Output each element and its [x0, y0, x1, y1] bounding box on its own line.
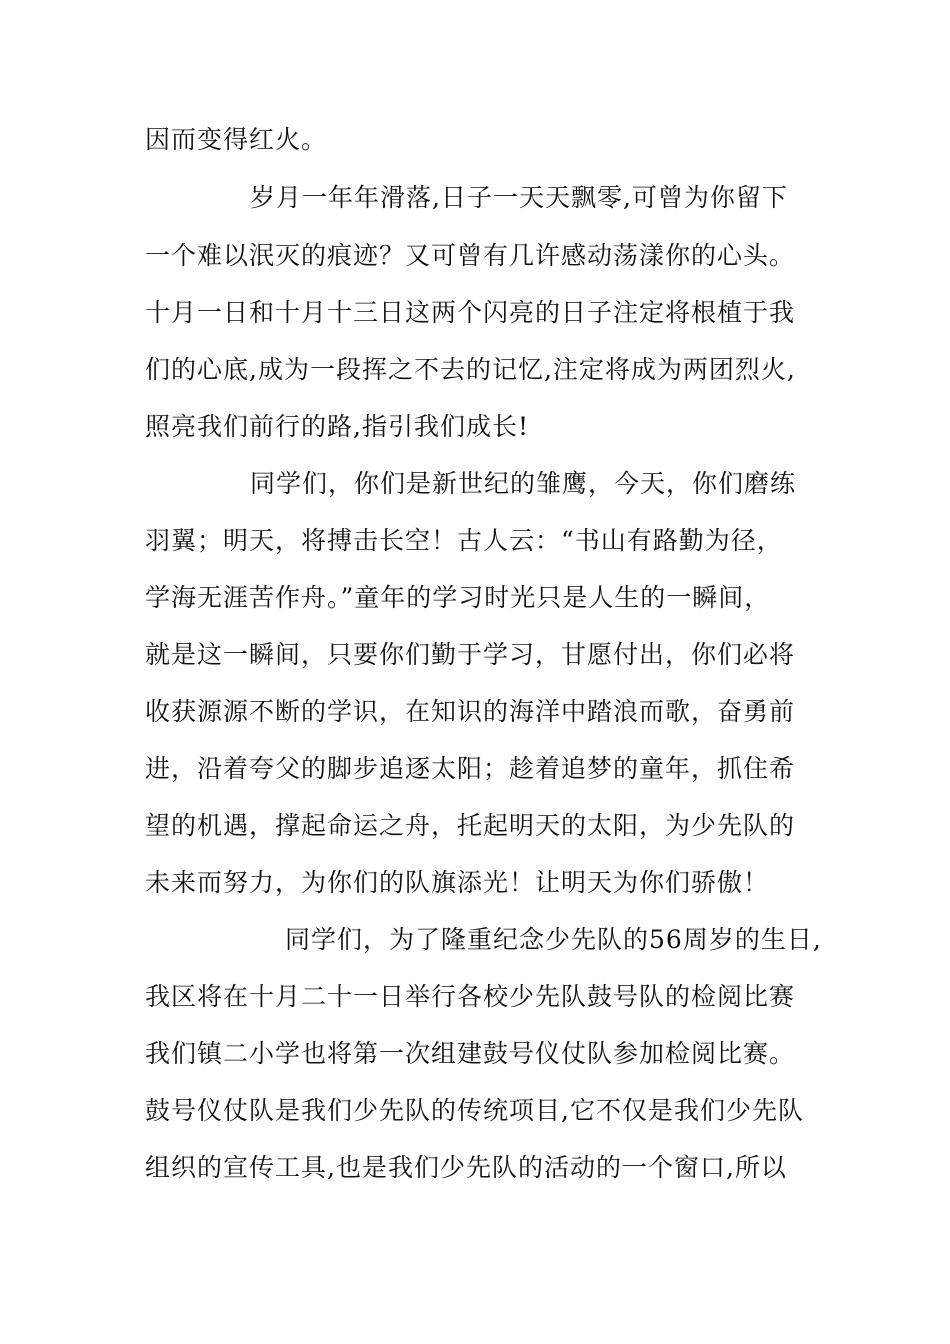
text-line: 们的心底,成为一段挥之不去的记忆,注定将成为两团烈火, — [145, 355, 796, 384]
text-line: 我们镇二小学也将第一次组建鼓号仪仗队参加检阅比赛。 — [145, 1039, 796, 1068]
text-line: 望的机遇，撑起命运之舟，托起明天的太阳，为少先队的 — [145, 811, 796, 840]
text-line: 鼓号仪仗队是我们少先队的传统项目,它不仅是我们少先队 — [145, 1096, 804, 1125]
text-line: 十月一日和十月十三日这两个闪亮的日子注定将根植于我 — [145, 298, 796, 327]
text-line: 岁月一年年滑落,日子一天天飘零,可曾为你留下 — [250, 183, 788, 212]
text-line: 进，沿着夸父的脚步追逐太阳；趁着追梦的童年，抓住希 — [145, 754, 796, 783]
text-line: 就是这一瞬间，只要你们勤于学习，甘愿付出，你们必将 — [145, 640, 796, 669]
text-line: 我区将在十月二十一日举行各校少先队鼓号队的检阅比赛 — [145, 982, 796, 1011]
text-line: 未来而努力，为你们的队旗添光！让明天为你们骄傲！ — [145, 868, 770, 897]
text-line: 学海无涯苦作舟。”童年的学习时光只是人生的一瞬间， — [145, 583, 771, 612]
text-line: 同学们，为了隆重纪念少先队的56周岁的生日, — [285, 925, 822, 954]
text-line: 一个难以泯灭的痕迹？又可曾有几许感动荡漾你的心头。 — [145, 241, 796, 270]
text-line: 羽翼；明天，将搏击长空！古人云：“书山有路勤为径， — [145, 526, 783, 555]
text-line: 收获源源不断的学识，在知识的海洋中踏浪而歌，奋勇前 — [145, 697, 796, 726]
text-line: 照亮我们前行的路,指引我们成长! — [145, 412, 529, 441]
text-line: 同学们，你们是新世纪的雏鹰，今天，你们磨练 — [250, 469, 797, 498]
text-line: 因而变得红火。 — [145, 125, 328, 154]
text-line: 组织的宣传工具,也是我们少先队的活动的一个窗口,所以 — [145, 1153, 787, 1182]
